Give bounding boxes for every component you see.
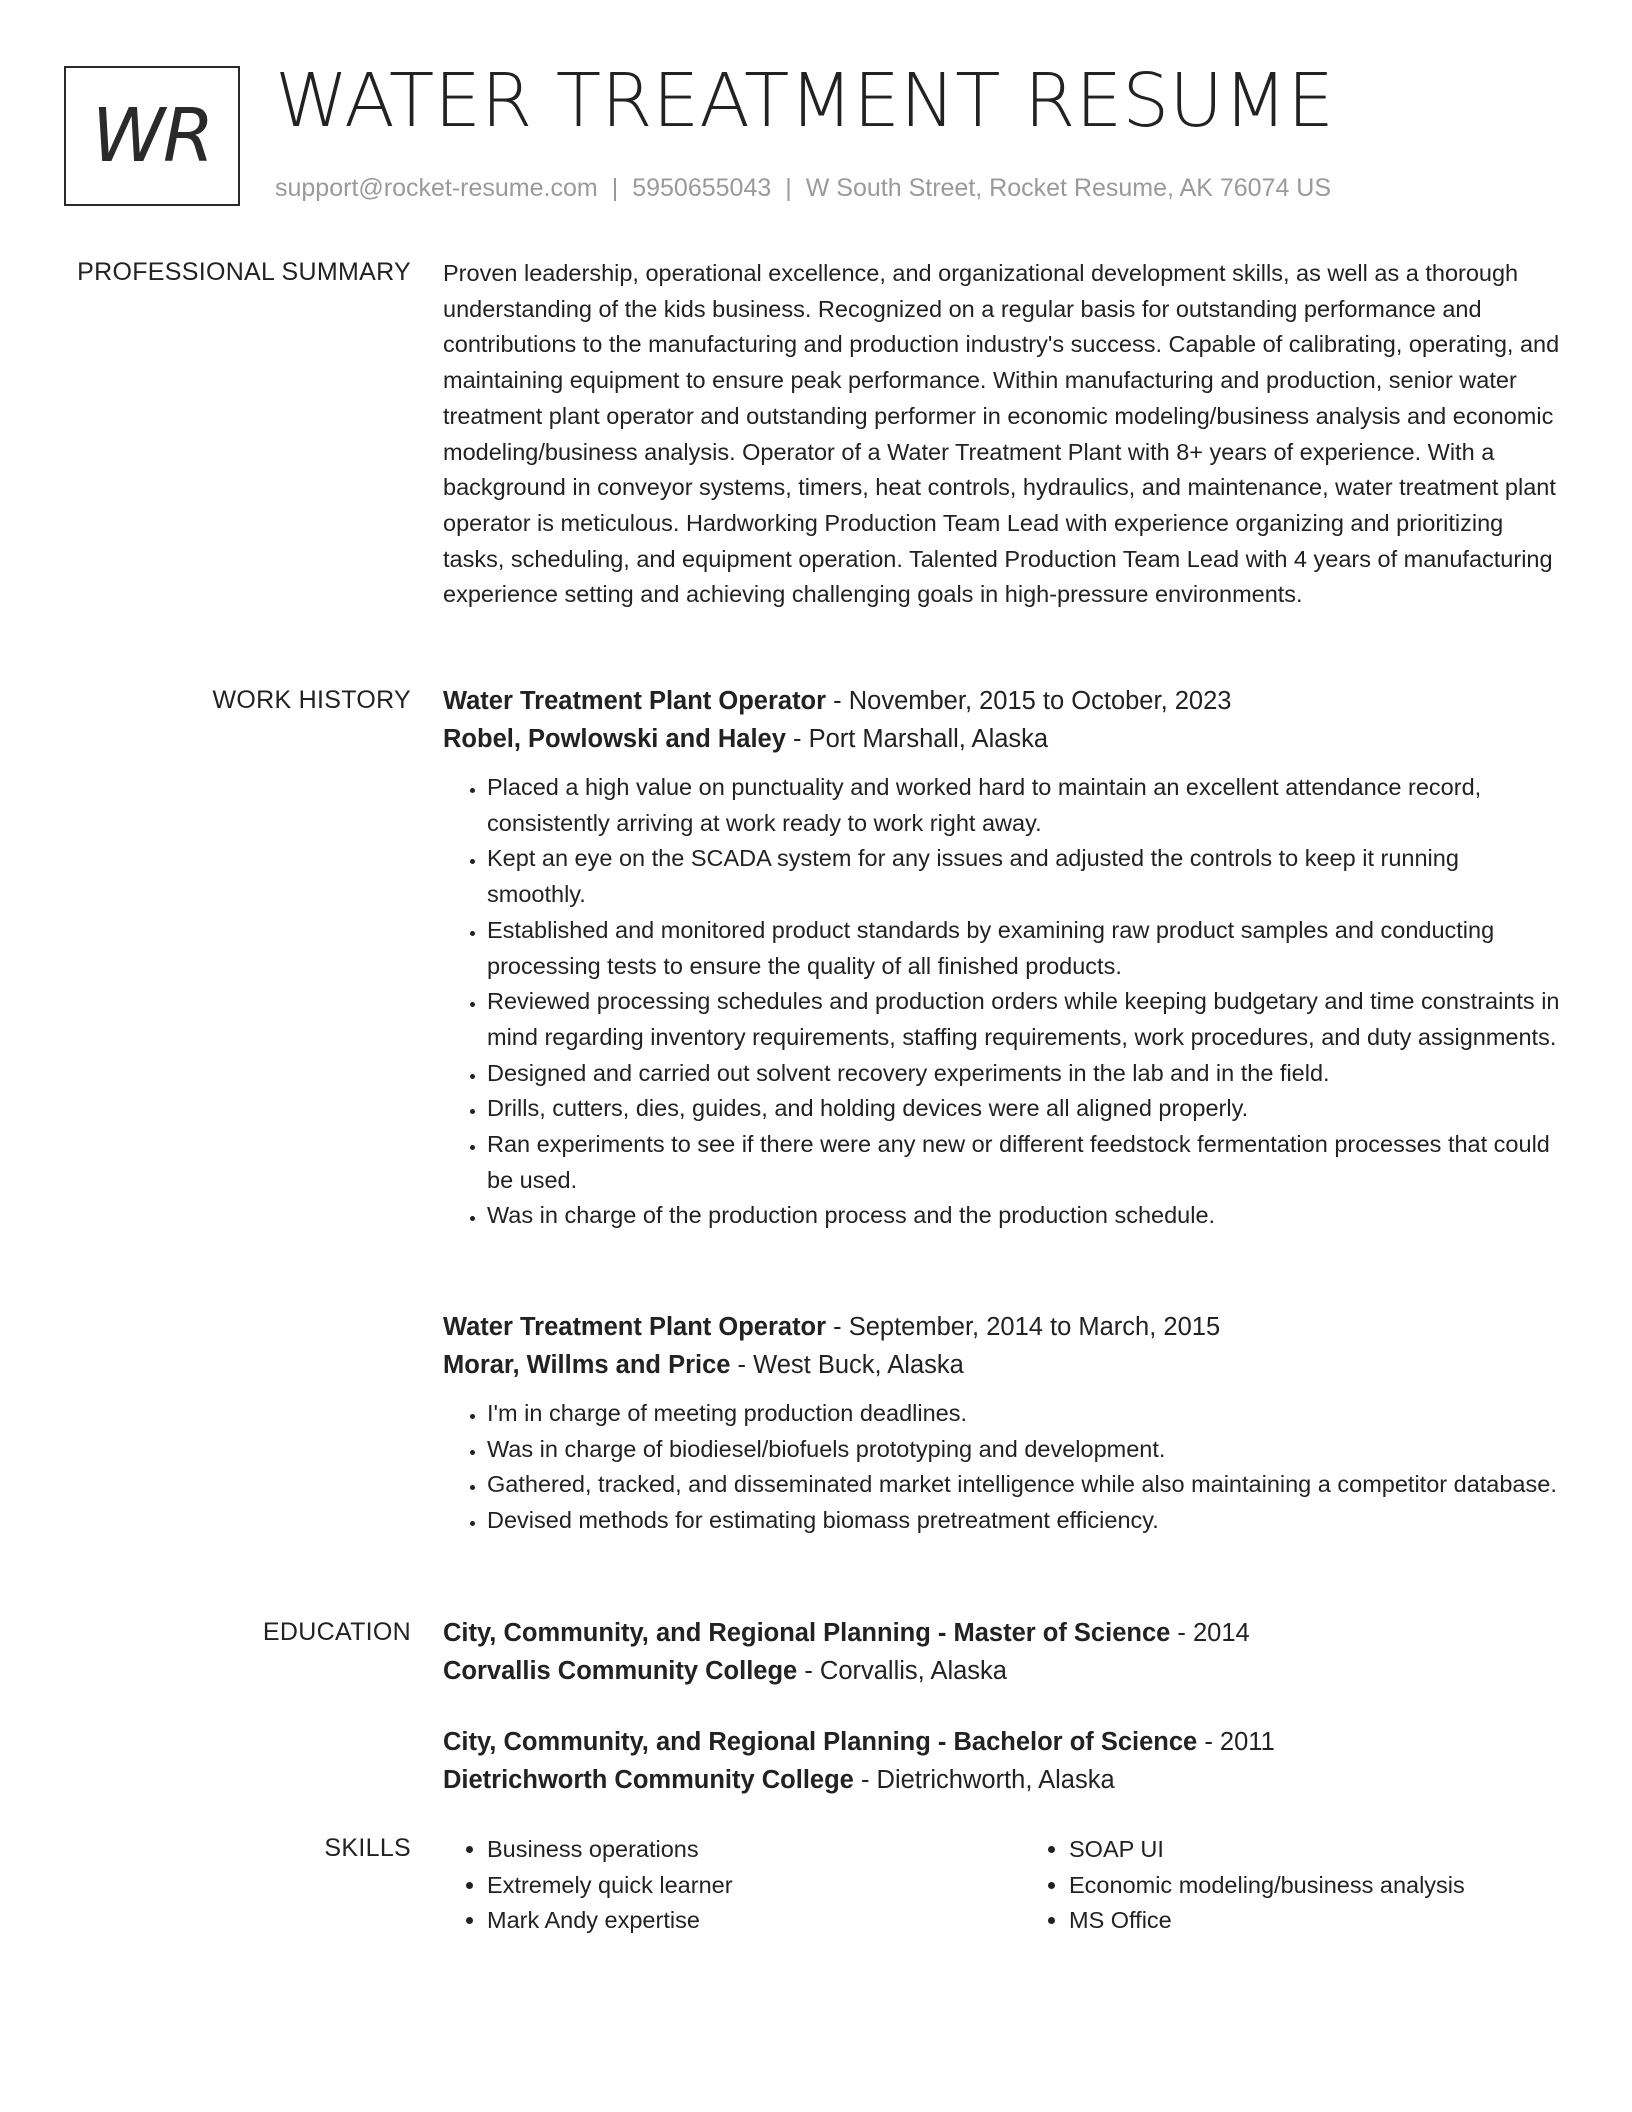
job-bullets	[443, 770, 1563, 1234]
list-item: • Placed a high value on punctuality and worked hard to maintain an excellent attendance record, consistently arriving at work ready to work right away.	[487, 770, 1563, 841]
job-bullets	[443, 1396, 1563, 1539]
monogram-logo: WR	[64, 66, 240, 206]
summary-section	[443, 256, 1563, 613]
job-title: Water Treatment Plant Operator	[443, 1313, 827, 1341]
list-item: • Was in charge of the production process and the production schedule.	[487, 1198, 1563, 1234]
skills-list-left	[443, 1832, 981, 1939]
education-degree-line	[443, 1723, 1563, 1761]
contact-line	[275, 174, 1331, 203]
section-label-education: EDUCATION	[262, 1618, 411, 1646]
list-item: • Gathered, tracked, and disseminated market intelligence while also maintaining a competitor database.	[487, 1467, 1563, 1503]
list-item: • I'm in charge of meeting production deadlines.	[487, 1396, 1563, 1432]
list-item: • Reviewed processing schedules and production orders while keeping budgetary and time constraints in mind regarding inventory requirements, staffing requirements, work procedures, and duty assignments.	[487, 984, 1563, 1055]
education-year: - 2014	[1170, 1619, 1250, 1647]
resume-title: WATER TREATMENT RESUME	[275, 58, 1334, 144]
list-item: • Designed and carried out solvent recovery experiments in the lab and in the field.	[487, 1056, 1563, 1092]
job-location: - Port Marshall, Alaska	[785, 725, 1049, 753]
list-item: • Was in charge of biodiesel/biofuels prototyping and development.	[487, 1432, 1563, 1468]
skills-section	[443, 1832, 1563, 1939]
contact-separator: |	[785, 174, 792, 202]
skills-list-right	[1025, 1832, 1563, 1939]
skill-item: • SOAP UI	[1069, 1832, 1563, 1868]
section-label-skills: SKILLS	[324, 1834, 411, 1862]
section-label-work-history: WORK HISTORY	[212, 686, 411, 714]
list-item: • Drills, cutters, dies, guides, and holding devices were all aligned properly.	[487, 1091, 1563, 1127]
skill-item: • Economic modeling/business analysis	[1069, 1868, 1563, 1904]
education-entry	[443, 1614, 1563, 1690]
contact-address: W South Street, Rocket Resume, AK 76074 US	[805, 174, 1332, 202]
contact-separator: |	[611, 174, 619, 202]
skill-item: • Mark Andy expertise	[487, 1903, 981, 1939]
work-entry	[443, 682, 1563, 1234]
list-item: • Devised methods for estimating biomass pretreatment efficiency.	[487, 1503, 1563, 1539]
contact-email[interactable]: support@rocket-resume.com	[275, 174, 598, 202]
job-title-line	[443, 1308, 1563, 1346]
skill-item: • Extremely quick learner	[487, 1868, 981, 1904]
education-degree-line	[443, 1614, 1563, 1652]
job-location: - West Buck, Alaska	[730, 1351, 964, 1379]
education-school-line	[443, 1652, 1563, 1690]
list-item: • Established and monitored product standards by examining raw product samples and conducting processing tests to ensure the quality of all finished products.	[487, 913, 1563, 984]
job-dates: - November, 2015 to October, 2023	[826, 687, 1232, 715]
education-degree: City, Community, and Regional Planning - Bachelor of Science	[443, 1728, 1198, 1756]
job-company-line	[443, 1346, 1563, 1384]
job-company: Morar, Willms and Price	[443, 1351, 731, 1379]
section-label-summary: PROFESSIONAL SUMMARY	[77, 258, 411, 286]
education-year: - 2011	[1197, 1728, 1275, 1756]
education-school-line	[443, 1761, 1563, 1799]
education-entry	[443, 1723, 1563, 1799]
education-location: - Dietrichworth, Alaska	[853, 1766, 1115, 1794]
education-degree: City, Community, and Regional Planning - Master of Science	[443, 1619, 1171, 1647]
job-dates: - September, 2014 to March, 2015	[826, 1313, 1221, 1341]
job-title-line	[443, 682, 1563, 720]
list-item: • Kept an eye on the SCADA system for any issues and adjusted the controls to keep it running smoothly.	[487, 841, 1563, 912]
summary-text: Proven leadership, operational excellence, and organizational development skills, as well as a thorough understanding of the kids business. Recognized on a regular basis for outstanding performance and contributions to the manufacturing and production industry's success. Capable of calibrating, operating, and maintaining equipment to ensure peak performance. Within manufacturing and production, senior water treatment plant operator and outstanding performer in economic modeling/business analysis and economic modeling/business analysis. Operator of a Water Treatment Plant with 8+ years of experience. With a background in conveyor systems, timers, heat controls, hydraulics, and maintenance, water treatment plant operator is meticulous. Hardworking Production Team Lead with experience organizing and prioritizing tasks, scheduling, and equipment operation. Talented Production Team Lead with 4 years of manufacturing experience setting and achieving challenging goals in high-pressure environments.	[443, 260, 1560, 608]
education-school: Corvallis Community College	[443, 1657, 798, 1685]
skill-item: • MS Office	[1069, 1903, 1563, 1939]
job-company: Robel, Powlowski and Haley	[443, 725, 786, 753]
contact-phone: 5950655043	[632, 174, 772, 202]
education-school: Dietrichworth Community College	[443, 1766, 854, 1794]
work-entry	[443, 1308, 1563, 1539]
job-company-line	[443, 720, 1563, 758]
education-location: - Corvallis, Alaska	[797, 1657, 1007, 1685]
list-item: • Ran experiments to see if there were any new or different feedstock fermentation processes that could be used.	[487, 1127, 1563, 1198]
job-title: Water Treatment Plant Operator	[443, 687, 827, 715]
skill-item: • Business operations	[487, 1832, 981, 1868]
